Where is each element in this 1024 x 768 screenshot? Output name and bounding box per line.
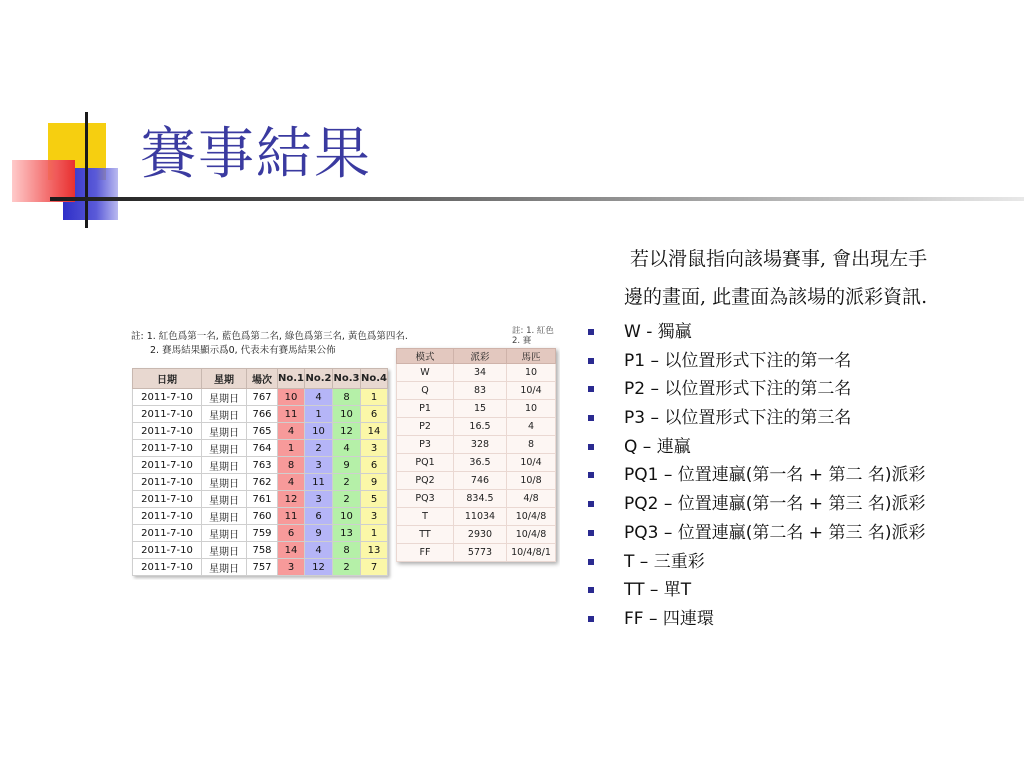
cell-weekday: 星期日 bbox=[202, 491, 247, 508]
title-decoration-vertical-line bbox=[85, 112, 88, 228]
table-row[interactable] bbox=[133, 525, 388, 542]
cell-fourth-horse: 7 bbox=[361, 559, 388, 576]
cell-second-horse: 2 bbox=[305, 440, 333, 457]
cell-horses: 10/4/8 bbox=[507, 526, 556, 544]
table-row[interactable] bbox=[133, 559, 388, 576]
cell-date: 2011-7-10 bbox=[133, 525, 202, 542]
cell-payout: 834.5 bbox=[454, 490, 507, 508]
list-item bbox=[588, 433, 925, 462]
payout-popup-table bbox=[396, 348, 556, 562]
column-header-weekday[interactable]: 星期 bbox=[202, 369, 247, 389]
cell-weekday: 星期日 bbox=[202, 474, 247, 491]
cell-payout: 36.5 bbox=[454, 454, 507, 472]
cell-race-number[interactable]: 758 bbox=[247, 542, 278, 559]
cell-weekday: 星期日 bbox=[202, 508, 247, 525]
cell-race-number[interactable]: 764 bbox=[247, 440, 278, 457]
peek-line-1: 註: 1. 紅色 bbox=[512, 326, 554, 336]
column-header-no3[interactable]: No.3 bbox=[333, 369, 361, 389]
color-legend-note bbox=[131, 330, 408, 358]
cell-first-horse: 4 bbox=[278, 423, 305, 440]
table-row bbox=[397, 436, 556, 454]
square-bullet-icon bbox=[588, 472, 594, 478]
cell-date: 2011-7-10 bbox=[133, 457, 202, 474]
cell-date: 2011-7-10 bbox=[133, 423, 202, 440]
table-row[interactable] bbox=[133, 542, 388, 559]
cell-horses: 4/8 bbox=[507, 490, 556, 508]
list-item bbox=[588, 375, 925, 404]
cell-payout: 34 bbox=[454, 364, 507, 382]
table-row bbox=[397, 400, 556, 418]
cell-first-horse: 12 bbox=[278, 491, 305, 508]
cell-second-horse: 1 bbox=[305, 406, 333, 423]
cell-first-horse: 8 bbox=[278, 457, 305, 474]
cell-date: 2011-7-10 bbox=[133, 491, 202, 508]
cell-mode: P3 bbox=[397, 436, 454, 454]
cell-weekday: 星期日 bbox=[202, 406, 247, 423]
intro-line-1: 若以滑鼠指向該場賽事, 會出現左手 bbox=[630, 248, 928, 270]
cell-race-number[interactable]: 765 bbox=[247, 423, 278, 440]
note-line-1: 註: 1. 紅色爲第一名, 藍色爲第二名, 綠色爲第三名, 黃色爲第四名. bbox=[131, 331, 408, 342]
cell-date: 2011-7-10 bbox=[133, 508, 202, 525]
list-item bbox=[588, 461, 925, 490]
race-results-screenshot bbox=[128, 326, 560, 580]
background-window-note bbox=[512, 326, 554, 346]
table-row[interactable] bbox=[133, 491, 388, 508]
cell-horses: 8 bbox=[507, 436, 556, 454]
cell-race-number[interactable]: 762 bbox=[247, 474, 278, 491]
intro-text bbox=[624, 240, 1004, 316]
cell-third-horse: 12 bbox=[333, 423, 361, 440]
square-bullet-icon bbox=[588, 587, 594, 593]
cell-weekday: 星期日 bbox=[202, 542, 247, 559]
cell-weekday: 星期日 bbox=[202, 457, 247, 474]
race-results-table bbox=[132, 368, 388, 576]
square-bullet-icon bbox=[588, 559, 594, 565]
cell-second-horse: 3 bbox=[305, 457, 333, 474]
cell-first-horse: 4 bbox=[278, 474, 305, 491]
cell-horses: 10 bbox=[507, 400, 556, 418]
cell-first-horse: 10 bbox=[278, 389, 305, 406]
cell-mode: P2 bbox=[397, 418, 454, 436]
cell-weekday: 星期日 bbox=[202, 525, 247, 542]
cell-third-horse: 8 bbox=[333, 389, 361, 406]
list-item-text: PQ3 – 位置連贏(第二名 + 第三 名)派彩 bbox=[624, 522, 926, 543]
cell-payout: 2930 bbox=[454, 526, 507, 544]
cell-fourth-horse: 6 bbox=[361, 406, 388, 423]
table-row bbox=[397, 454, 556, 472]
table-row bbox=[397, 364, 556, 382]
table-row[interactable] bbox=[133, 457, 388, 474]
cell-date: 2011-7-10 bbox=[133, 389, 202, 406]
column-header-mode: 模式 bbox=[397, 349, 454, 364]
cell-weekday: 星期日 bbox=[202, 559, 247, 576]
cell-second-horse: 4 bbox=[305, 389, 333, 406]
square-bullet-icon bbox=[588, 444, 594, 450]
intro-line-2: 邊的畫面, 此畫面為該場的派彩資訊. bbox=[624, 286, 928, 308]
cell-third-horse: 10 bbox=[333, 508, 361, 525]
square-bullet-icon bbox=[588, 329, 594, 335]
list-item-text: TT – 單T bbox=[624, 580, 692, 601]
square-bullet-icon bbox=[588, 501, 594, 507]
square-bullet-icon bbox=[588, 386, 594, 392]
column-header-no1[interactable]: No.1 bbox=[278, 369, 305, 389]
list-item bbox=[588, 576, 925, 605]
list-item-text: T – 三重彩 bbox=[624, 551, 705, 572]
cell-horses: 4 bbox=[507, 418, 556, 436]
cell-date: 2011-7-10 bbox=[133, 559, 202, 576]
cell-date: 2011-7-10 bbox=[133, 542, 202, 559]
square-bullet-icon bbox=[588, 616, 594, 622]
cell-mode: PQ1 bbox=[397, 454, 454, 472]
cell-third-horse: 2 bbox=[333, 474, 361, 491]
table-row bbox=[397, 544, 556, 562]
cell-race-number[interactable]: 767 bbox=[247, 389, 278, 406]
title-decoration-red-block bbox=[12, 160, 75, 202]
table-row bbox=[397, 490, 556, 508]
cell-third-horse: 2 bbox=[333, 559, 361, 576]
cell-race-number[interactable]: 761 bbox=[247, 491, 278, 508]
cell-third-horse: 8 bbox=[333, 542, 361, 559]
column-header-date[interactable]: 日期 bbox=[133, 369, 202, 389]
cell-race-number[interactable]: 766 bbox=[247, 406, 278, 423]
cell-mode: TT bbox=[397, 526, 454, 544]
note-line-2: 2. 賽馬結果顯示爲0, 代表未有賽馬結果公佈 bbox=[150, 345, 336, 356]
cell-mode: P1 bbox=[397, 400, 454, 418]
cell-first-horse: 6 bbox=[278, 525, 305, 542]
table-row bbox=[397, 472, 556, 490]
table-row[interactable] bbox=[133, 389, 388, 406]
table-row bbox=[397, 382, 556, 400]
list-item-text: PQ2 – 位置連贏(第一名 + 第三 名)派彩 bbox=[624, 494, 926, 515]
cell-race-number[interactable]: 763 bbox=[247, 457, 278, 474]
cell-horses: 10/4/8 bbox=[507, 508, 556, 526]
cell-mode: PQ2 bbox=[397, 472, 454, 490]
table-row[interactable] bbox=[133, 474, 388, 491]
cell-payout: 16.5 bbox=[454, 418, 507, 436]
cell-payout: 746 bbox=[454, 472, 507, 490]
cell-mode: Q bbox=[397, 382, 454, 400]
cell-fourth-horse: 6 bbox=[361, 457, 388, 474]
cell-fourth-horse: 3 bbox=[361, 508, 388, 525]
table-header-row bbox=[133, 369, 388, 389]
cell-second-horse: 12 bbox=[305, 559, 333, 576]
cell-second-horse: 9 bbox=[305, 525, 333, 542]
cell-second-horse: 10 bbox=[305, 423, 333, 440]
cell-payout: 5773 bbox=[454, 544, 507, 562]
table-row[interactable] bbox=[133, 508, 388, 525]
cell-third-horse: 4 bbox=[333, 440, 361, 457]
cell-fourth-horse: 3 bbox=[361, 440, 388, 457]
list-item bbox=[588, 490, 925, 519]
cell-horses: 10/4 bbox=[507, 382, 556, 400]
cell-second-horse: 3 bbox=[305, 491, 333, 508]
cell-first-horse: 3 bbox=[278, 559, 305, 576]
cell-fourth-horse: 5 bbox=[361, 491, 388, 508]
list-item-text: P2 – 以位置形式下注的第二名 bbox=[624, 379, 852, 400]
square-bullet-icon bbox=[588, 415, 594, 421]
square-bullet-icon bbox=[588, 530, 594, 536]
cell-fourth-horse: 1 bbox=[361, 389, 388, 406]
table-row[interactable] bbox=[133, 440, 388, 457]
cell-third-horse: 10 bbox=[333, 406, 361, 423]
table-row bbox=[397, 508, 556, 526]
cell-date: 2011-7-10 bbox=[133, 440, 202, 457]
column-header-payout: 派彩 bbox=[454, 349, 507, 364]
column-header-horses: 馬匹 bbox=[507, 349, 556, 364]
table-row[interactable] bbox=[133, 406, 388, 423]
cell-third-horse: 9 bbox=[333, 457, 361, 474]
cell-weekday: 星期日 bbox=[202, 423, 247, 440]
cell-race-number[interactable]: 760 bbox=[247, 508, 278, 525]
cell-fourth-horse: 13 bbox=[361, 542, 388, 559]
list-item-text: P1 – 以位置形式下注的第一名 bbox=[624, 350, 852, 371]
cell-mode: T bbox=[397, 508, 454, 526]
list-item-text: W - 獨贏 bbox=[624, 322, 692, 342]
cell-second-horse: 4 bbox=[305, 542, 333, 559]
peek-line-2: 2. 賽 bbox=[512, 336, 532, 346]
cell-horses: 10 bbox=[507, 364, 556, 382]
column-header-no4[interactable]: No.4 bbox=[361, 369, 388, 389]
payout-body bbox=[397, 364, 556, 562]
cell-first-horse: 11 bbox=[278, 406, 305, 423]
column-header-no2[interactable]: No.2 bbox=[305, 369, 333, 389]
cell-race-number[interactable]: 759 bbox=[247, 525, 278, 542]
list-item bbox=[588, 347, 925, 376]
cell-second-horse: 11 bbox=[305, 474, 333, 491]
cell-payout: 11034 bbox=[454, 508, 507, 526]
list-item bbox=[588, 404, 925, 433]
table-row bbox=[397, 526, 556, 544]
cell-fourth-horse: 1 bbox=[361, 525, 388, 542]
cell-horses: 10/4/8/1 bbox=[507, 544, 556, 562]
cell-first-horse: 11 bbox=[278, 508, 305, 525]
cell-weekday: 星期日 bbox=[202, 440, 247, 457]
list-item-text: PQ1 – 位置連贏(第一名 + 第二 名)派彩 bbox=[624, 465, 926, 486]
cell-horses: 10/8 bbox=[507, 472, 556, 490]
cell-date: 2011-7-10 bbox=[133, 474, 202, 491]
square-bullet-icon bbox=[588, 358, 594, 364]
cell-horses: 10/4 bbox=[507, 454, 556, 472]
cell-third-horse: 2 bbox=[333, 491, 361, 508]
list-item bbox=[588, 519, 925, 548]
cell-first-horse: 14 bbox=[278, 542, 305, 559]
cell-payout: 83 bbox=[454, 382, 507, 400]
table-header-row bbox=[397, 349, 556, 364]
cell-payout: 328 bbox=[454, 436, 507, 454]
cell-race-number[interactable]: 757 bbox=[247, 559, 278, 576]
title-underline bbox=[50, 197, 1024, 201]
list-item-text: FF – 四連環 bbox=[624, 608, 714, 629]
list-item bbox=[588, 318, 925, 347]
list-item bbox=[588, 605, 925, 634]
cell-mode: PQ3 bbox=[397, 490, 454, 508]
cell-payout: 15 bbox=[454, 400, 507, 418]
bet-type-list bbox=[588, 318, 925, 634]
cell-fourth-horse: 9 bbox=[361, 474, 388, 491]
cell-weekday: 星期日 bbox=[202, 389, 247, 406]
table-row[interactable] bbox=[133, 423, 388, 440]
table-row bbox=[397, 418, 556, 436]
race-results-body bbox=[133, 389, 388, 576]
cell-first-horse: 1 bbox=[278, 440, 305, 457]
cell-mode: W bbox=[397, 364, 454, 382]
cell-fourth-horse: 14 bbox=[361, 423, 388, 440]
cell-third-horse: 13 bbox=[333, 525, 361, 542]
cell-mode: FF bbox=[397, 544, 454, 562]
list-item bbox=[588, 548, 925, 577]
cell-date: 2011-7-10 bbox=[133, 406, 202, 423]
list-item-text: P3 – 以位置形式下注的第三名 bbox=[624, 408, 852, 429]
page-title: 賽事結果 bbox=[140, 122, 372, 187]
cell-second-horse: 6 bbox=[305, 508, 333, 525]
list-item-text: Q – 連贏 bbox=[624, 436, 691, 457]
column-header-race[interactable]: 場次 bbox=[247, 369, 278, 389]
